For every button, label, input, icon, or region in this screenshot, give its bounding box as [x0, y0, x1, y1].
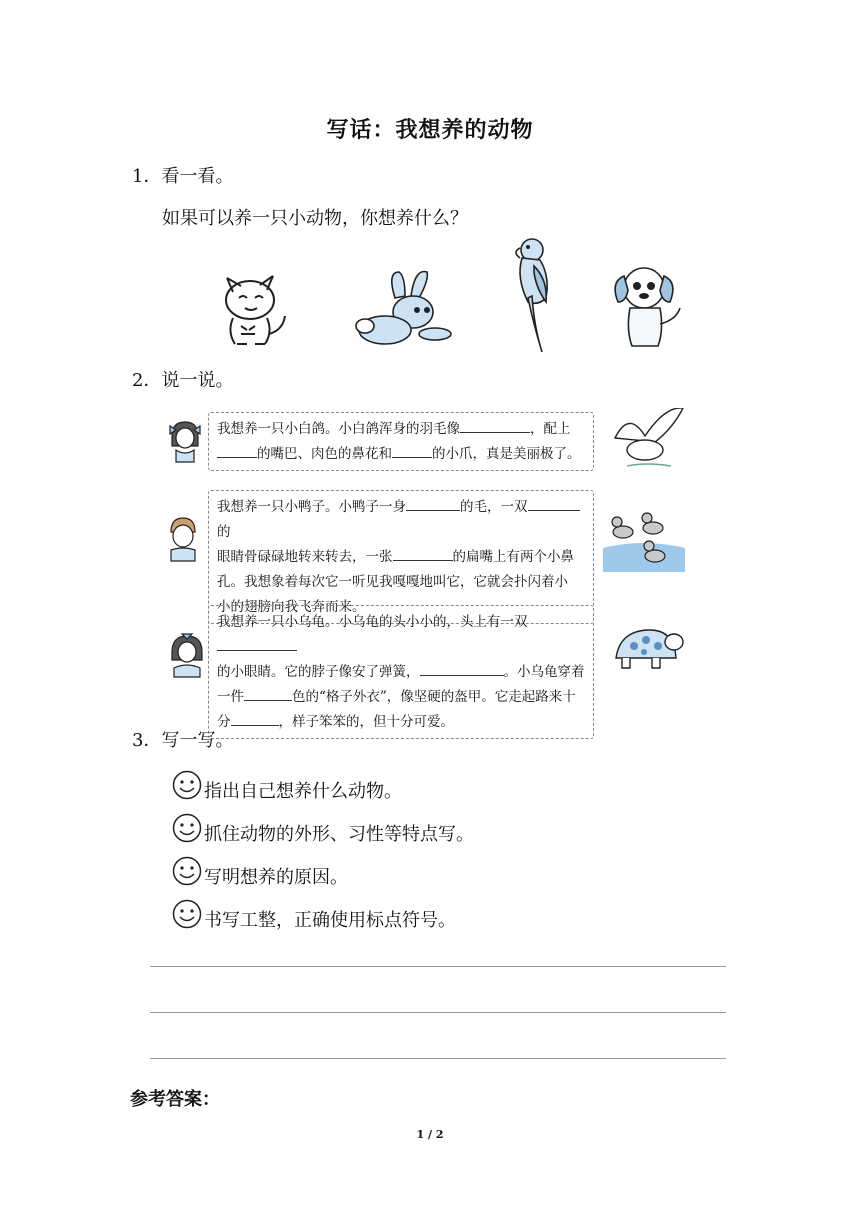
- dove-text: 的小爪，真是美丽极了。: [432, 446, 581, 462]
- turtle-text: 分: [217, 714, 231, 730]
- answer-blank[interactable]: [528, 496, 580, 511]
- answer-blank[interactable]: [217, 636, 297, 651]
- turtle-text-box: [208, 605, 594, 739]
- turtle-text: 一件: [217, 689, 244, 705]
- duck-text: 小的翅膀向我飞奔而来。: [217, 599, 366, 615]
- page-number: 1 / 2: [416, 1128, 444, 1141]
- tip-text: 写明想养的原因。: [204, 867, 348, 888]
- smiley-icon: [172, 813, 202, 843]
- writing-line[interactable]: [150, 1012, 726, 1013]
- boy-avatar: [165, 516, 201, 562]
- cat-icon: [215, 268, 295, 354]
- duck-text: 我想养一只小鸭子。小鸭子一身: [217, 499, 406, 515]
- dog-icon: [610, 264, 686, 354]
- answer-blank[interactable]: [406, 496, 460, 511]
- smiley-icon: [172, 899, 202, 929]
- dove-text: ，配上: [530, 421, 571, 437]
- answer-blank[interactable]: [393, 546, 453, 561]
- answer-blank[interactable]: [231, 711, 279, 726]
- turtle-text: 我想养一只小乌龟。小乌龟的头小小的，头上有一双: [217, 614, 528, 630]
- duck-text: 的: [217, 524, 231, 540]
- duck-text: 的毛，一双: [460, 499, 528, 515]
- tip-item: [172, 810, 474, 846]
- rabbit-icon: [355, 268, 465, 354]
- smiley-icon: [172, 770, 202, 800]
- turtle-icon: [608, 624, 686, 676]
- page-title: 写话：我想养的动物: [326, 118, 534, 143]
- answer-heading: 参考答案：: [130, 1089, 220, 1110]
- turtle-text: 色的“格子外衣”，像坚硬的盔甲。它走起路来十: [292, 689, 576, 705]
- writing-line[interactable]: [150, 966, 726, 967]
- smiley-icon: [172, 856, 202, 886]
- girl-avatar: [168, 632, 206, 678]
- tip-text: 书写工整，正确使用标点符号。: [204, 910, 456, 931]
- dove-text: 的嘴巴、肉色的鼻花和: [257, 446, 392, 462]
- parrot-icon: [510, 236, 560, 354]
- answer-blank[interactable]: [460, 418, 530, 433]
- section-2-heading: 2．说一说。: [132, 370, 234, 391]
- duck-text: 孔。我想象着每次它一听见我嘎嘎地叫它，它就会扑闪着小: [217, 574, 568, 590]
- answer-blank[interactable]: [420, 661, 504, 676]
- tip-text: 抓住动物的外形、习性等特点写。: [204, 824, 474, 845]
- section-1-prompt: 如果可以养一只小动物，你想养什么？: [162, 208, 468, 229]
- tip-item: [172, 853, 348, 889]
- girl-avatar: [168, 420, 202, 464]
- turtle-text: 的小眼睛。它的脖子像安了弹簧，: [217, 664, 420, 680]
- tip-text: 指出自己想养什么动物。: [204, 781, 402, 802]
- answer-blank[interactable]: [217, 443, 257, 458]
- answer-blank[interactable]: [244, 686, 292, 701]
- tip-item: [172, 896, 456, 932]
- turtle-text: ，样子笨笨的，但十分可爱。: [278, 714, 454, 730]
- ducks-icon: [603, 508, 685, 572]
- section-3-heading: 3．写一写。: [132, 730, 234, 751]
- dove-text: 我想养一只小白鸽。小白鸽浑身的羽毛像: [217, 421, 460, 437]
- writing-line[interactable]: [150, 1058, 726, 1059]
- dove-icon: [605, 408, 685, 472]
- duck-text: 的扁嘴上有两个小鼻: [452, 549, 574, 565]
- tip-item: [172, 767, 402, 803]
- turtle-text: 。小乌龟穿着: [503, 664, 585, 680]
- dove-text-box: [208, 412, 594, 471]
- duck-text-box: [208, 490, 594, 624]
- answer-blank[interactable]: [392, 443, 432, 458]
- section-1-heading: 1．看一看。: [132, 166, 234, 187]
- duck-text: 眼睛骨碌碌地转来转去，一张: [217, 549, 393, 565]
